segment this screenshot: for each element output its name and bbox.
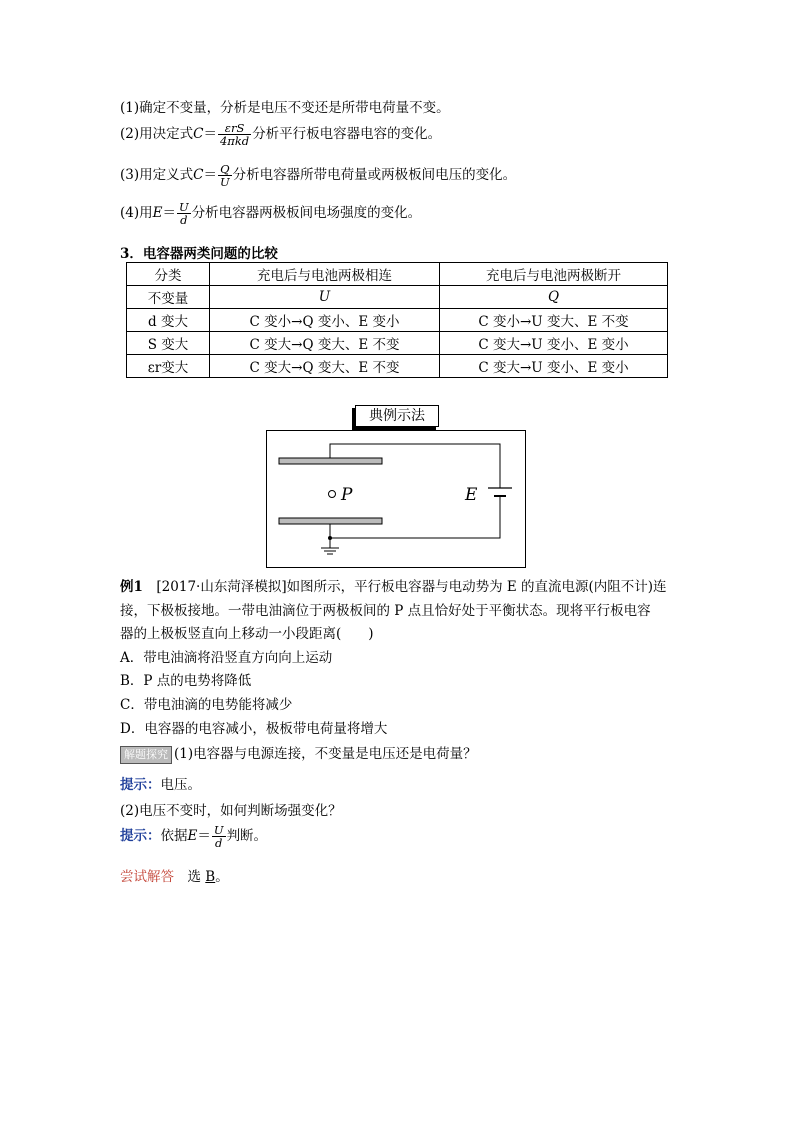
section-title: 3．电容器两类问题的比较 — [120, 246, 278, 262]
answer-choice: B — [205, 869, 216, 885]
example-line-2: 接，下极板接地。一带电油滴位于两极板间的 P 点且恰好处于平衡状态。现将平行板电容 — [120, 603, 651, 619]
table-header-row: 分类 充电后与电池两极相连 充电后与电池两极断开 — [127, 263, 668, 286]
capacitor-circuit-figure — [266, 430, 526, 570]
example-line-1: 例1 [2017·山东菏泽模拟]如图所示，平行板电容器与电动势为 E 的直流电源(内阻不计)连 — [120, 579, 667, 595]
option-d: D．电容器的电容减小，极板带电荷量将增大 — [120, 721, 388, 737]
option-a: A．带电油滴将沿竖直方向向上运动 — [120, 650, 333, 666]
example-line-3: 器的上极板竖直向上移动一小段距离( ) — [120, 626, 374, 642]
field-strength-fraction: $\frac{U}{d}$ — [178, 200, 189, 228]
table-row: 不变量 U Q — [127, 286, 668, 309]
example-label: 例1 — [120, 579, 143, 595]
explore-tag: 解题探究 — [120, 746, 172, 764]
upper-plate — [279, 458, 382, 464]
table-row: d 变大 C 变小→Q 变小、E 变小 C 变小→U 变大、E 不变 — [127, 309, 668, 332]
hint-1: 提示：电压。 — [120, 777, 201, 793]
method-3: (3)用定义式C＝ $\frac{Q}{U}$ 分析电容器所带电荷量或两极板间电压的变化。 — [120, 162, 517, 190]
explore-question-1: 解题探究 (1)电容器与电源连接，不变量是电压还是电荷量？ — [120, 742, 477, 764]
option-c: C．带电油滴的电势能将减少 — [120, 697, 293, 713]
comparison-table — [126, 262, 668, 378]
source-e-label: E — [465, 485, 478, 505]
answer-line: 尝试解答 选 B。 — [120, 869, 229, 885]
hint-2: 提示：依据E＝ $\frac{U}{d}$ 判断。 — [120, 823, 268, 851]
lower-plate — [279, 518, 382, 524]
answer-label: 尝试解答 — [120, 869, 174, 885]
method-1: (1)确定不变量，分析是电压不变还是所带电荷量不变。 — [120, 100, 450, 116]
capacitance-decision-fraction: $\frac{\text{εrS}}{\text{4πkd}}$ — [219, 121, 250, 149]
example-badge: 典例示法 — [355, 405, 439, 427]
table-row: S 变大 C 变大→Q 变大、E 不变 C 变大→U 变小、E 变小 — [127, 332, 668, 355]
hint-fraction: $\frac{U}{d}$ — [213, 823, 224, 851]
explore-question-2: (2)电压不变时，如何判断场强变化？ — [120, 803, 342, 819]
table-row: εr变大 C 变大→Q 变大、E 不变 C 变大→U 变小、E 变小 — [127, 355, 668, 378]
point-p-label: P — [341, 485, 353, 505]
capacitance-definition-fraction: $\frac{Q}{U}$ — [219, 162, 230, 190]
option-b: B．P 点的电势将降低 — [120, 673, 252, 689]
method-2: (2)用决定式C＝ $\frac{\text{εrS}}{\text{4πkd}}$ 分析平行板电容器电容的变化。 — [120, 121, 442, 149]
method-4: (4)用E＝ $\frac{U}{d}$ 分析电容器两极板间电场强度的变化。 — [120, 200, 422, 228]
